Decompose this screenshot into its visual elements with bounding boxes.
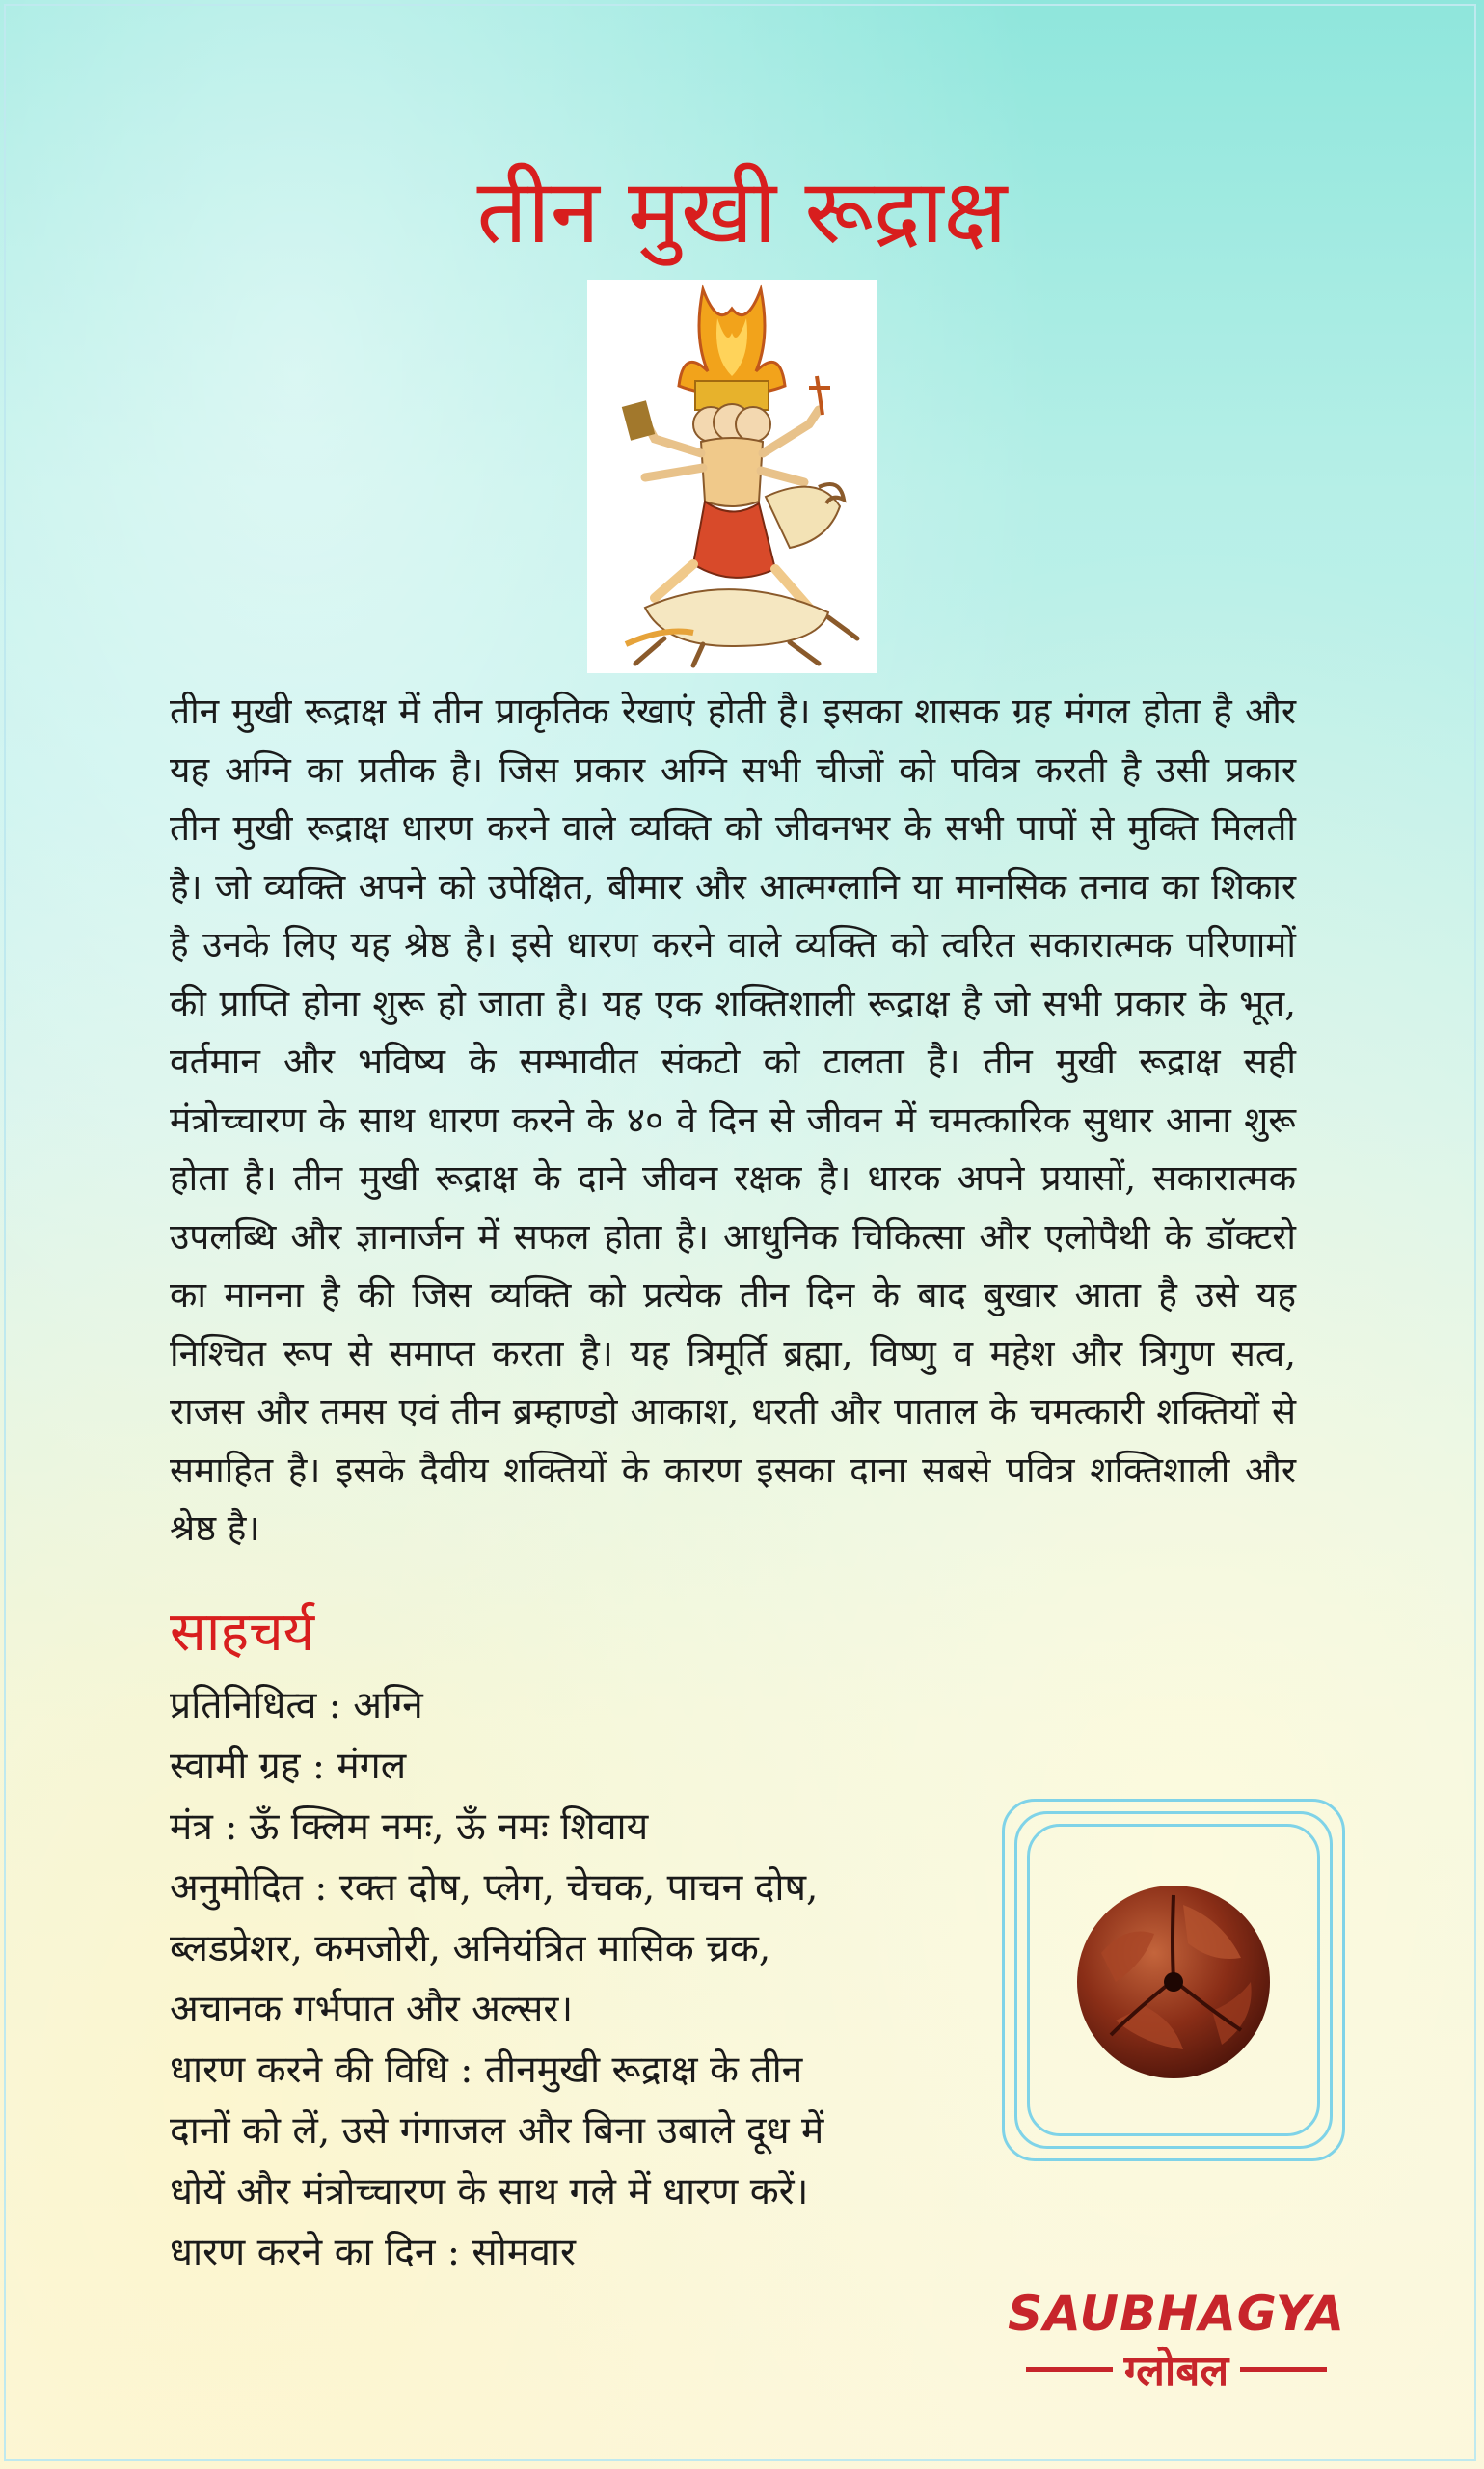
method-line: दानों को लें, उसे गंगाजल और बिना उबाले दूध में [170,2109,824,2153]
description-paragraph [170,683,1296,1559]
method-line: धोयें और मंत्रोच्चारण के साथ गले में धारण करें। [170,2170,809,2213]
description-line: तीन मुखी रूद्राक्ष में तीन प्राकृतिक रेखाएं होती है। इसका शासक ग्रह मंगल होता है [170,691,1232,732]
brand-divider [1026,2367,1113,2372]
brand-subtitle: ग्लोबल [1123,2347,1229,2396]
method-line: धारण करने की विधि : तीनमुखी रूद्राक्ष के तीन [170,2048,803,2092]
description-line: और यह अग्नि का प्रतीक है। जिस प्रकार अग्नि सभी चीजों को पवित्र करती है उसी [170,691,1296,791]
description-line: शक्तियों के कारण इसका दाना सबसे पवित्र शक्तिशाली और श्रेष्ठ है। [170,1449,1297,1549]
description-line: आधुनिक चिकित्सा और एलोपैथी के डॉक्टरो का मानना है की जिस व्यक्ति को प्रत्येक [170,1215,1296,1316]
rudraksha-bead-frame [1002,1799,1345,2161]
description-line: मुखी रूद्राक्ष सही मंत्रोच्चारण के साथ धारण करने के ४० वे दिन से जीवन में [170,1041,1296,1141]
wearing-day-line: धारण करने का दिन : सोमवार [170,2231,576,2274]
description-line: तीन दिन के बाद बुखार आता है उसे यह निश्चित रूप से समाप्त करता है। यह [170,1274,1296,1374]
section-title-association: साहचर्य [170,1601,315,1664]
mantra-line: मंत्र : ऊँ क्लिम नमः, ऊँ नमः शिवाय [170,1805,649,1849]
ruling-planet-line: स्वामी ग्रह : मंगल [170,1745,407,1788]
agni-deity-image [587,280,877,673]
brand-logo [984,2286,1369,2398]
rudraksha-bead-image [1058,1866,1289,2098]
attribute-list [170,1675,960,2283]
description-line: का शिकार है उनके लिए यह श्रेष्ठ है। इसे धारण करने वाले व्यक्ति को त्वरित [170,865,1296,965]
description-line: प्रकार तीन मुखी रूद्राक्ष धारण करने वाले व्यक्ति को जीवनभर के सभी पापों से मुक्ति [170,748,1296,849]
recommended-line: अनुमोदित : रक्त दोष, प्लेग, चेचक, पाचन दोष, [170,1866,819,1910]
page-title: तीन मुखी रूद्राक्ष [476,160,1008,263]
description-line: चमत्कारिक सुधार आना शुरू होता है। तीन मुखी रूद्राक्ष के दाने जीवन रक्षक है। [170,1099,1296,1199]
recommended-line: ब्लडप्रेशर, कमजोरी, अनियंत्रित मासिक च्रक, [170,1927,771,1970]
description-line: त्रिमूर्ति ब्रह्मा, विष्णु व महेश और त्रिगुण सत्व, राजस और तमस एवं तीन ब्रम्हाण्डो [170,1332,1296,1432]
recommended-line: अचानक गर्भपात और अल्सर। [170,1988,574,2031]
description-line: मिलती है। जो व्यक्ति अपने को उपेक्षित, बीमार और आत्मग्लानि या मानसिक तनाव [170,807,1297,908]
description-line: जो सभी प्रकार के भूत, वर्तमान और भविष्य के सम्भावीत संकटो को टालता है। तीन [170,982,1297,1082]
description-line: सकारात्मक परिणामों की प्राप्ति होना शुरू हो जाता है। यह एक शक्तिशाली रूद्राक्ष है [170,924,1297,1024]
brand-sub-row [984,2340,1369,2398]
description-line: धारक अपने प्रयासों, सकारात्मक उपलब्धि और ज्ञानार्जन में सफल होता है। [170,1157,1297,1258]
description-line: आकाश, धरती और पाताल के चमत्कारी शक्तियों से समाहित है। इसके दैवीय [170,1391,1296,1491]
brand-name: SAUBHAGYA [1008,2286,1345,2342]
representation-line: प्रतिनिधित्व : अग्नि [170,1684,423,1727]
brand-divider [1240,2367,1327,2372]
